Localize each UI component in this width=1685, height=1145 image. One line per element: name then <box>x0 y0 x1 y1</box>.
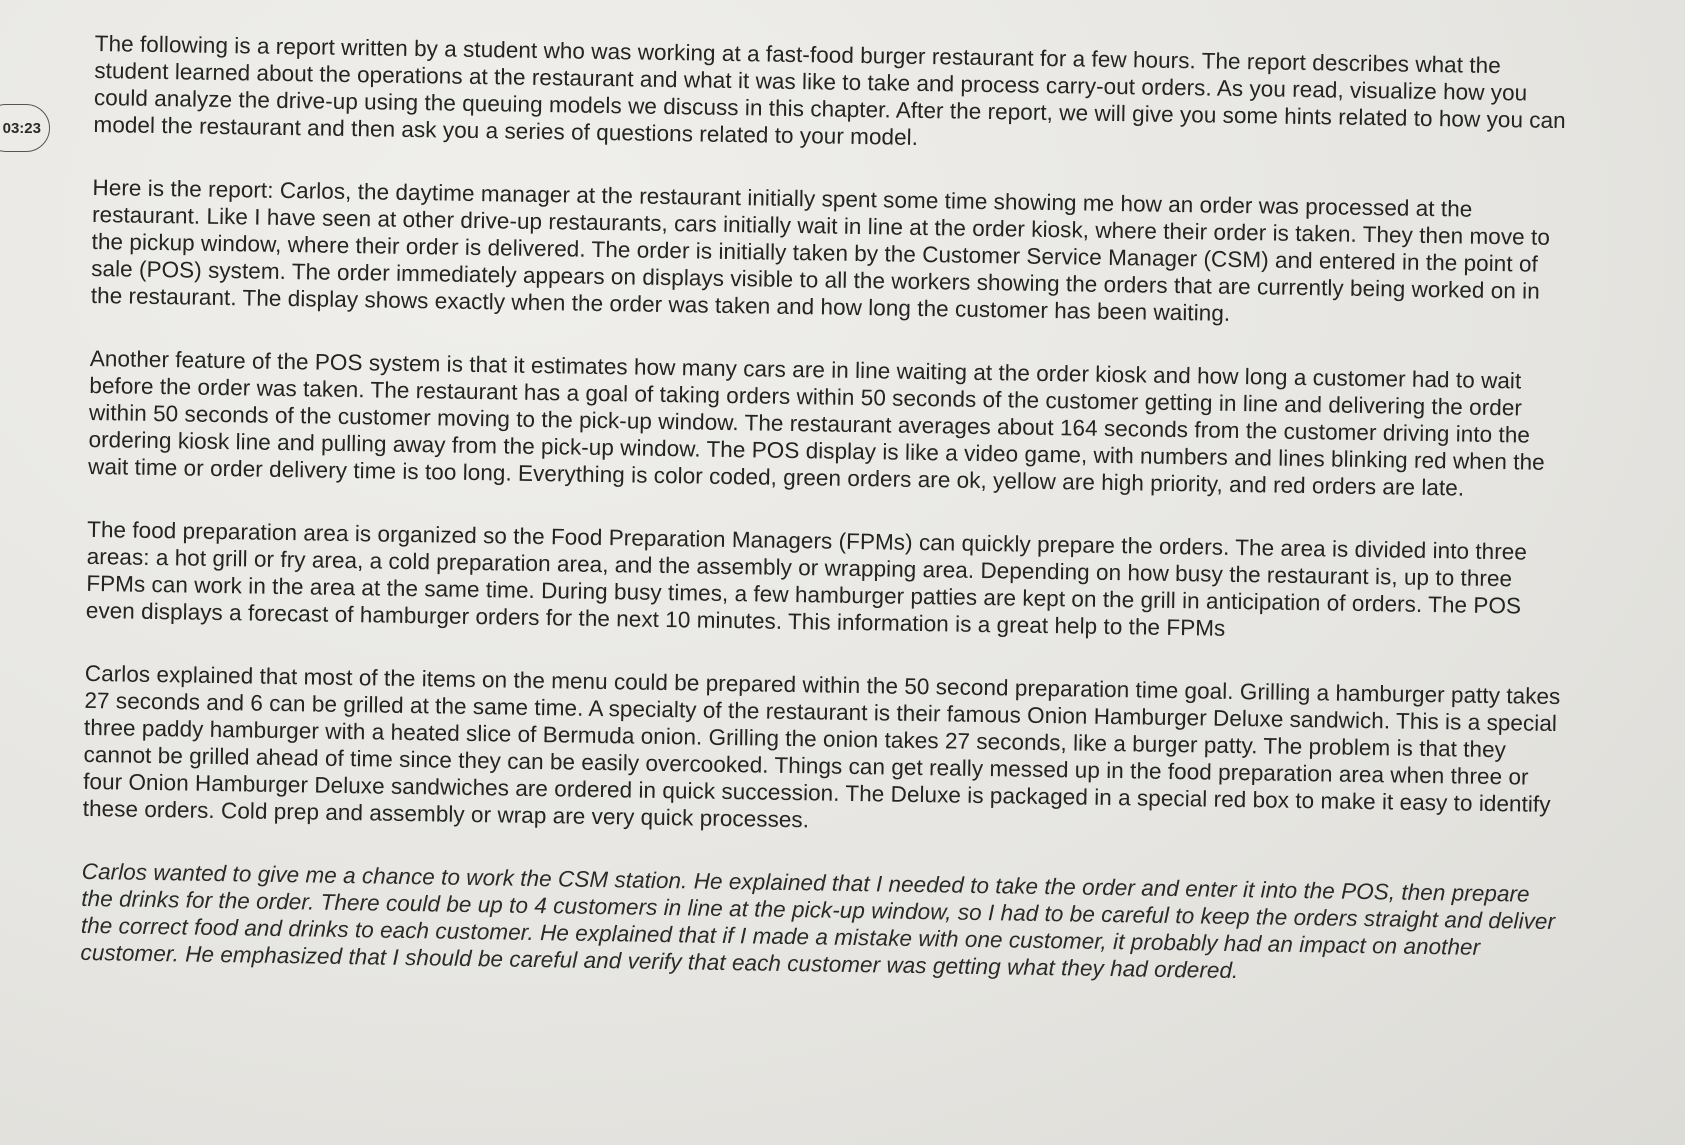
timer-text: 03:23 <box>2 119 41 137</box>
paragraph-food-prep: The food preparation area is organized so the Food Preparation Managers (FPMs) can quickly prepare the orders. The area is divided into three areas: a hot grill or fry area, a cold preparation area, and the assembly or wrapping area. Depending on how busy the restaurant is, up to three FPMs can work in the area at the same time. During busy times, a few hamburger patties are kept on the grill in anticipation of orders. The POS even displays a forecast of hamburger orders for the next 10 minutes. This information is a great help to the FPMs <box>85 516 1528 641</box>
report-text <box>80 30 1575 1025</box>
paragraph-menu-items: Carlos explained that most of the items on the menu could be prepared within the 50 second preparation time goal. Grilling a hamburger patty takes 27 seconds and 6 can be grilled at the same time. A specialty of the restaurant is their famous Onion Hamburger Deluxe sandwich. This is a special three paddy hamburger with a heated slice of Bermuda onion. Grilling the onion takes 27 seconds, like a burger patty. The problem is that they cannot be grilled ahead of time since they can be easily overcooked. Things can get really messed up in the food preparation area when three or four Onion Hamburger Deluxe sandwiches are ordered in quick succession. The Deluxe is packaged in a special red box to make it easy to identify these orders. Cold prep and assembly or wrap are very quick processes. <box>82 660 1561 833</box>
paragraph-intro: The following is a report written by a student who was working at a fast-food burger restaurant for a few hours. The report describes what the student learned about the operations at the restaurant and what it was like to take and process carry-out orders. As you read, visualize how you could analyze the drive-up using the queuing models we discuss in this chapter. After the report, we will give you some hints related to how you can model the restaurant and then ask you a series of questions related to your model. <box>93 30 1566 150</box>
paragraph-report-start: Here is the report: Carlos, the daytime manager at the restaurant initially spent some time showing me how an order was processed at the restaurant. Like I have seen at other drive-up restaurants, cars initially wait in line at the order kiosk, where their order is taken. They then move to the pickup window, where their order is delivered. The order is initially taken by the Customer Service Manager (CSM) and entered in the point of sale (POS) system. The order immediately appears on displays visible to all the workers showing the orders that are currently being worked on in the restaurant. The display shows exactly when the order was taken and how long the customer has been waiting. <box>90 174 1551 326</box>
paragraph-csm-station: Carlos wanted to give me a chance to work the CSM station. He explained that I needed to take the order and enter it into the POS, then prepare the drinks for the order. There could be up to 4 customers in line at the pick-up window, so I had to be careful to keep the orders straight and deliver the correct food and drinks to each customer. He explained that if I made a mistake with one customer, it probably had an impact on another customer. He emphasized that I should be careful and verify that each customer was getting what they had ordered. <box>80 858 1556 984</box>
paragraph-pos-feature: Another feature of the POS system is that it estimates how many cars are in line waiting at the order kiosk and how long a customer had to wait before the order was taken. The restaurant has a goal of taking orders within 50 seconds of the customer getting in line and delivering the order within 50 seconds of the customer moving to the pick-up window. The restaurant averages about 164 seconds from the customer driving into the ordering kiosk line and pulling away from the pick-up window. The POS display is like a video game, with numbers and lines blinking red when the wait time or order delivery time is too long. Everything is color coded, green orders are ok, yellow are high priority, and red orders are late. <box>87 345 1545 501</box>
timer-badge <box>0 104 50 152</box>
